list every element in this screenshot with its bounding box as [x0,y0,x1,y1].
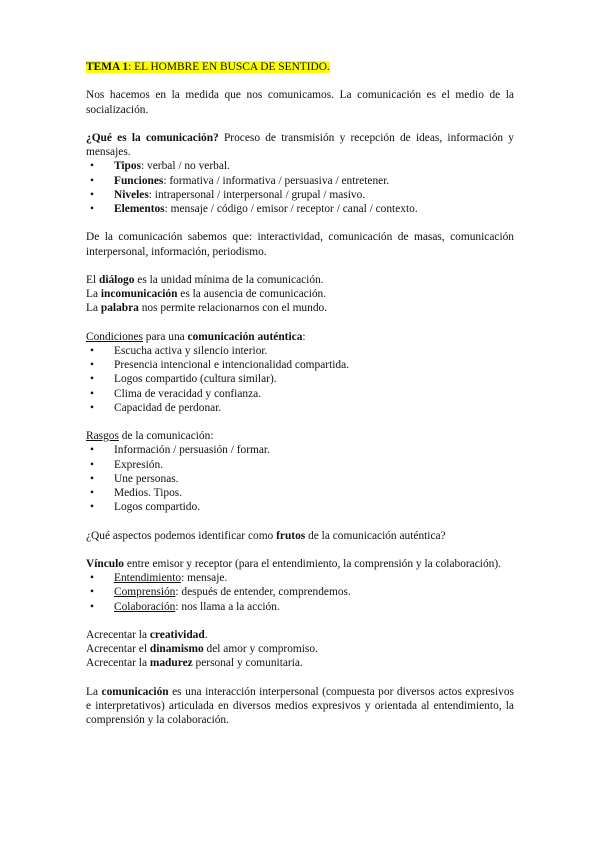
condiciones-heading: Condiciones para una comunicación auténtica: [86,330,306,343]
list-item: • Funciones: formativa / informativa / persuasiva / entretener. [90,174,390,187]
document-page [86,60,514,727]
list-item: • Colaboración: nos llama a la acción. [90,600,280,613]
list-item: • Logos compartido. [90,501,201,514]
rasgos-heading: Rasgos de la comunicación: [86,430,214,443]
list-item: • Presencia intencional e intencionalidad compartida. [90,359,349,372]
list-item: • Entendimiento: mensaje. [90,572,228,585]
list-item: • Medios. Tipos. [90,487,183,499]
acrecentar-line: Acrecentar el dinamismo del amor y compromiso. [86,643,318,656]
incomunicacion-line: La incomunicación es la ausencia de comunicación. [86,288,327,301]
list-item: • Une personas. [90,472,179,485]
acrecentar-line: Acrecentar la madurez personal y comunitaria. [86,657,303,670]
dialogo-line: El diálogo es la unidad mínima de la comunicación. [86,273,324,286]
acrecentar-line: Acrecentar la creatividad. [86,628,208,641]
list-item: • Clima de veracidad y confianza. [90,387,262,400]
list-item: • Logos compartido (cultura similar). [90,373,277,386]
rasgos-list [86,443,514,514]
page-title: TEMA 1: EL HOMBRE EN BUSCA DE SENTIDO. [86,61,330,73]
que-es-list [86,159,514,216]
que-es-paragraph: ¿Qué es la comunicación? Proceso de transmisión y recepción de ideas, información y mensajes. [86,131,515,159]
conclusion-paragraph: La comunicación es una interacción interpersonal (compuesta por diversos actos expresivos e interpretativos) articulada en diversos medios expresivos y orientada al entendimiento, la comprensión y la colaboración. [86,685,514,727]
condiciones-list [86,344,514,415]
list-item: • Tipos: verbal / no verbal. [90,160,230,173]
frutos-question: ¿Qué aspectos podemos identificar como frutos de la comunicación auténtica? [86,529,446,542]
palabra-line: La palabra nos permite relacionarnos con el mundo. [86,302,328,315]
list-item: • Elementos: mensaje / código / emisor / receptor / canal / contexto. [90,203,418,215]
list-item: • Expresión. [90,458,164,471]
list-item: • Comprensión: después de entender, comprendemos. [90,586,351,599]
sabemos-paragraph: De la comunicación sabemos que: interactividad, comunicación de masas, comunicación interpersonal, información, periodismo. [86,231,514,258]
vinculo-paragraph: Vínculo entre emisor y receptor (para el entendimiento, la comprensión y la colaboración). [86,557,501,570]
intro-paragraph: Nos hacemos en la medida que nos comunicamos. La comunicación es el medio de la socialización. [86,89,514,116]
vinculo-list [86,571,514,614]
list-item: • Niveles: intrapersonal / interpersonal / grupal / masivo. [90,188,366,201]
list-item: • Escucha activa y silencio interior. [90,344,268,357]
list-item: • Información / persuasión / formar. [90,444,270,457]
list-item: • Capacidad de perdonar. [90,401,222,414]
